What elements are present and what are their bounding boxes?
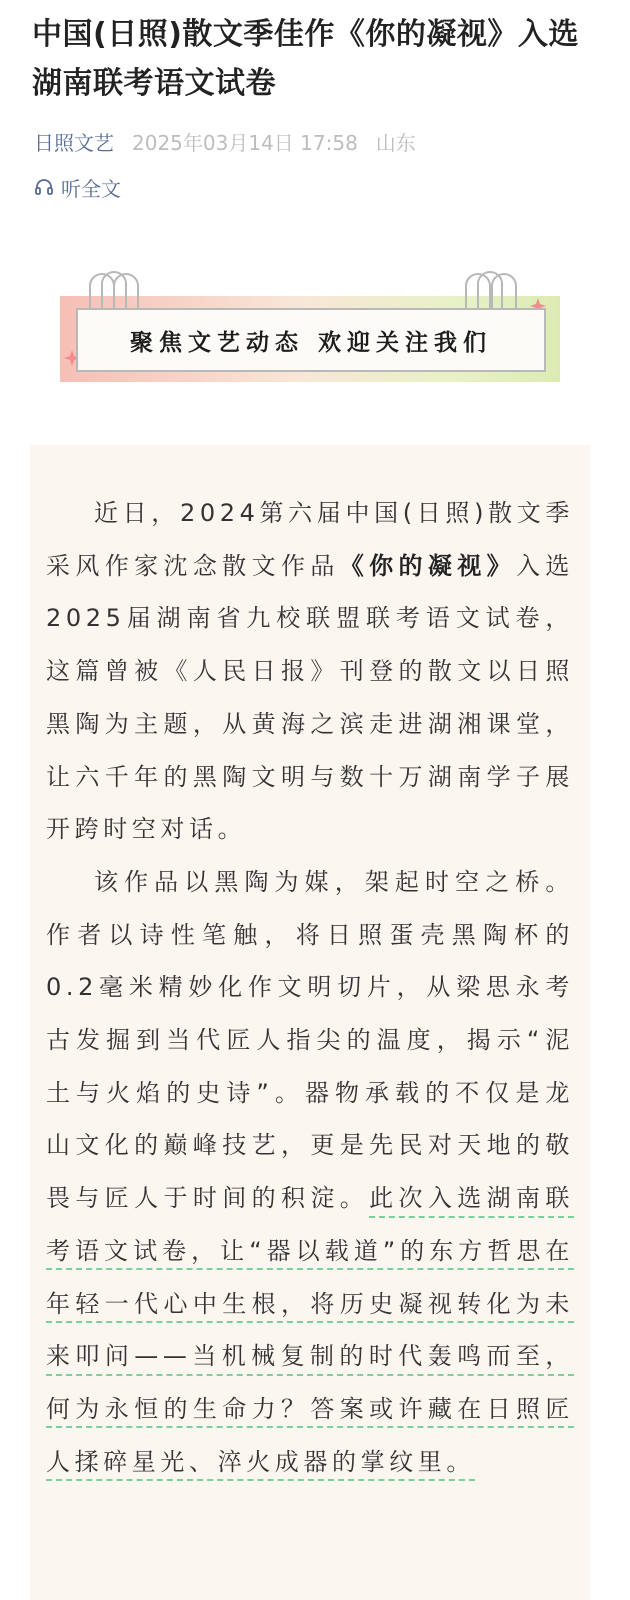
listen-label: 听全文 (61, 176, 121, 201)
account-name-link[interactable]: 日照文艺 (34, 130, 114, 155)
p2-text: 该作品以黑陶为媒，架起时空之桥。作者以诗性笔触，将日照蛋壳黑陶杯的0.2毫米精妙化作文明切片，从梁思永考古发掘到当代匠人指尖的温度，揭示“泥土与火焰的史诗”。器物承载的不仅是龙山文化的巅峰技艺，更是先民对天地的敬畏与匠人于时间的积淀。 (46, 867, 574, 1213)
p2-highlighted-text: 此次入选湖南联考语文试卷，让“器以载道”的东方哲思在年轻一代心中生根，将历史凝视转化为未来叩问——当机械复制的时代轰鸣而至，何为永恒的生命力？答案或许藏在日照匠人揉碎星光、淬火成器的掌纹里。 (46, 1184, 574, 1476)
article-body (30, 445, 590, 1600)
banner-text: 聚焦文艺动态 欢迎关注我们 (129, 329, 492, 356)
banner-card (76, 308, 546, 372)
listen-full-text-button[interactable] (34, 171, 121, 203)
paragraph-2 (46, 856, 574, 1488)
publish-date: 2025年03月14日 17:58 (132, 130, 358, 155)
headphones-icon (34, 177, 54, 197)
p1-text-start: 近日，2024第六届中国(日照)散文季采风作家沈念散文作品 (46, 499, 574, 580)
publish-location: 山东 (375, 130, 416, 155)
p1-work-title: 《你的凝视》 (339, 551, 517, 580)
paragraph-1 (46, 487, 574, 856)
article-title: 中国(日照)散文季佳作《你的凝视》入选湖南联考语文试卷 (32, 17, 579, 101)
p1-text-end: 入选2025届湖南省九校联盟联考语文试卷，这篇曾被《人民日报》刊登的散文以日照黑陶为主题，从黄海之滨走进湖湘课堂，让六千年的黑陶文明与数十万湖南学子展开跨时空对话。 (46, 551, 575, 844)
article-meta (34, 124, 416, 158)
follow-banner (54, 258, 564, 388)
